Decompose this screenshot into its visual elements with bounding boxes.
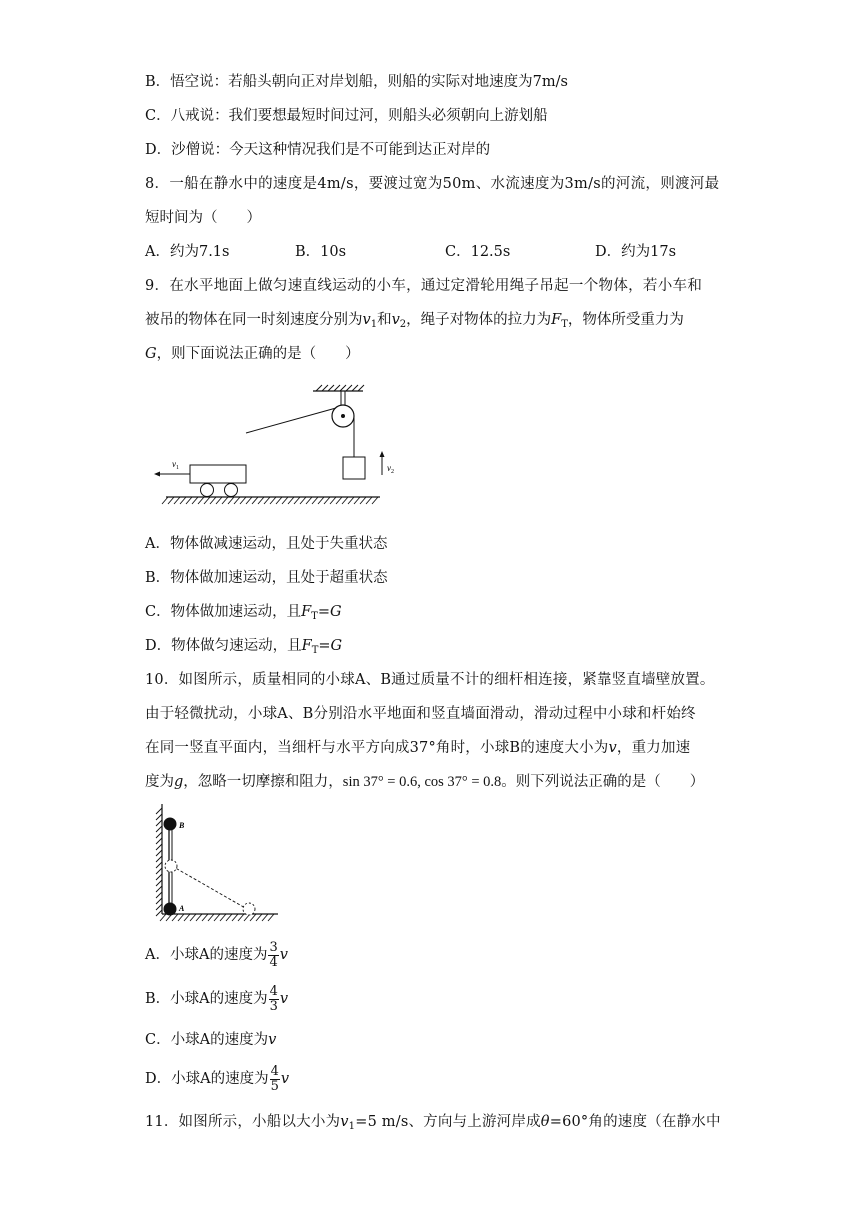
q10-option-a-numerator: 3: [269, 939, 278, 955]
q8-option-d: D．约为17s: [595, 244, 677, 260]
q7-option-c: C．八戒说：我们要想最短时间过河，则船头必须朝向上游划船: [145, 108, 548, 124]
q10-option-a: [145, 937, 288, 973]
q9-option-c: [145, 602, 342, 627]
q9-stem-text3: ，物体所受重力为: [567, 312, 684, 328]
q10-option-b-numerator: 4: [269, 983, 278, 999]
q9-option-a: A．物体做减速运动，且处于失重状态: [145, 536, 388, 552]
q10-line2: 由于轻微扰动，小球A、B分别沿水平地面和竖直墙面滑动，滑动过程中小球和杆始终: [145, 706, 696, 722]
q9-option-d-sub: T: [311, 645, 319, 656]
q9-figure-v2-label: $v_2$: [387, 463, 394, 475]
q7-option-d: D．沙僧说：今天这种情况我们是不可能到达正对岸的: [145, 142, 491, 158]
q9-stem-line1: 9．在水平地面上做匀速直线运动的小车，通过定滑轮用绳子吊起一个物体，若小车和: [145, 278, 703, 294]
q10-option-c-text: C．小球A的速度为: [145, 1032, 269, 1048]
q9-option-d: [145, 636, 342, 661]
q9-option-c-F: F: [301, 604, 312, 620]
q10-option-c: [145, 1030, 276, 1050]
q9-stem-text2: ，绳子对物体的拉力为: [406, 312, 552, 328]
q11-var-v: v: [340, 1114, 349, 1130]
q10-option-d-v: v: [280, 1071, 290, 1087]
q10-figure-label-A: A: [179, 904, 185, 913]
q10-var-v: v: [608, 740, 617, 756]
q11-text2: =5 m/s、方向与上游河岸成: [355, 1114, 541, 1130]
q9-cart-pulley-figure: [150, 385, 394, 505]
q9-sub-2: 2: [399, 319, 407, 330]
q10-option-c-v: v: [268, 1032, 277, 1048]
q9-stem-line3: [145, 344, 360, 364]
q8-option-c: C．12.5s: [445, 244, 511, 260]
q9-var-F: F: [551, 312, 562, 328]
q10-figure-label-B: B: [179, 821, 185, 830]
q10-option-b-fraction: [269, 985, 279, 1014]
q8-option-a: A．约为7.1s: [145, 244, 230, 260]
q9-option-c-rhs: =G: [317, 604, 342, 620]
q10-option-d: [145, 1061, 289, 1097]
q10-line4-text2: ，忽略一切摩擦和阻力，: [183, 774, 343, 790]
q10-option-d-text: D．小球A的速度为: [145, 1071, 269, 1087]
q10-option-a-denominator: 4: [269, 954, 278, 970]
q9-option-c-sub: T: [311, 611, 318, 622]
q8-stem-line2: 短时间为（ ）: [145, 210, 261, 226]
q11-text3: =60°角的速度（在静水中: [549, 1114, 721, 1130]
q10-line3-text: 在同一竖直平面内，当细杆与水平方向成37°角时，小球B的速度大小为: [145, 740, 609, 756]
q9-stem-text4: ，则下面说法正确的是（ ）: [156, 346, 360, 362]
q8-stem-line1: 8．一船在静水中的速度是4m/s，要渡过宽为50m、水流速度为3m/s的河流，则渡河最: [145, 176, 720, 192]
q11-text: 11．如图所示，小船以大小为: [145, 1114, 341, 1130]
q10-line3: [145, 738, 690, 758]
q10-option-b-text: B．小球A的速度为: [145, 991, 268, 1007]
q9-option-d-rhs: =G: [318, 638, 343, 654]
q10-line4-text: 度为: [145, 774, 174, 790]
q9-option-b: B．物体做加速运动，且处于超重状态: [145, 570, 388, 586]
q10-option-d-denominator: 5: [270, 1078, 279, 1094]
q10-line4: [145, 772, 704, 792]
q9-option-c-text: C．物体做加速运动，且: [145, 604, 302, 620]
q9-stem-text: 被吊的物体在同一时刻速度分别为: [145, 312, 363, 328]
q11-theta: θ: [540, 1114, 550, 1130]
q9-figure-v1-label: $v_1$: [172, 459, 179, 471]
q11-sub-1: 1: [348, 1121, 356, 1132]
q10-rod-wall-figure: [152, 800, 282, 925]
q11-line1: [145, 1112, 721, 1137]
q9-option-d-text: D．物体做匀速运动，且: [145, 638, 302, 654]
q8-option-b: B．10s: [295, 244, 347, 260]
q10-option-a-v: v: [279, 947, 288, 963]
q9-var-v2: v: [391, 312, 400, 328]
q10-option-b-v: v: [279, 991, 289, 1007]
q10-line4-text3: 。则下列说法正确的是（ ）: [501, 774, 705, 790]
q7-option-b: B．悟空说：若船头朝向正对岸划船，则船的实际对地速度为7m/s: [145, 74, 568, 90]
q9-option-d-F: F: [301, 638, 312, 654]
q9-var-v1: v: [362, 312, 371, 328]
q9-var-G: G: [145, 346, 157, 362]
q10-line1: 10．如图所示，质量相同的小球A、B通过质量不计的细杆相连接，紧靠竖直墙壁放置。: [145, 672, 715, 688]
q10-option-a-text: A．小球A的速度为: [145, 947, 268, 963]
q10-var-g: g: [174, 774, 184, 790]
q10-line3-end: ，重力加速: [616, 740, 691, 756]
q10-option-d-numerator: 4: [270, 1063, 279, 1079]
q9-sub-1: 1: [370, 319, 378, 330]
q9-stem-line2: [145, 310, 684, 335]
q9-sub-T: T: [561, 319, 568, 330]
q10-option-d-fraction: [270, 1065, 280, 1094]
q10-trig-values: sin 37° = 0.6, cos 37° = 0.8: [342, 774, 502, 790]
q10-option-a-fraction: [268, 941, 278, 970]
q10-option-b-denominator: 3: [269, 998, 278, 1014]
q10-option-b: [145, 981, 288, 1017]
q9-and: 和: [377, 312, 392, 328]
